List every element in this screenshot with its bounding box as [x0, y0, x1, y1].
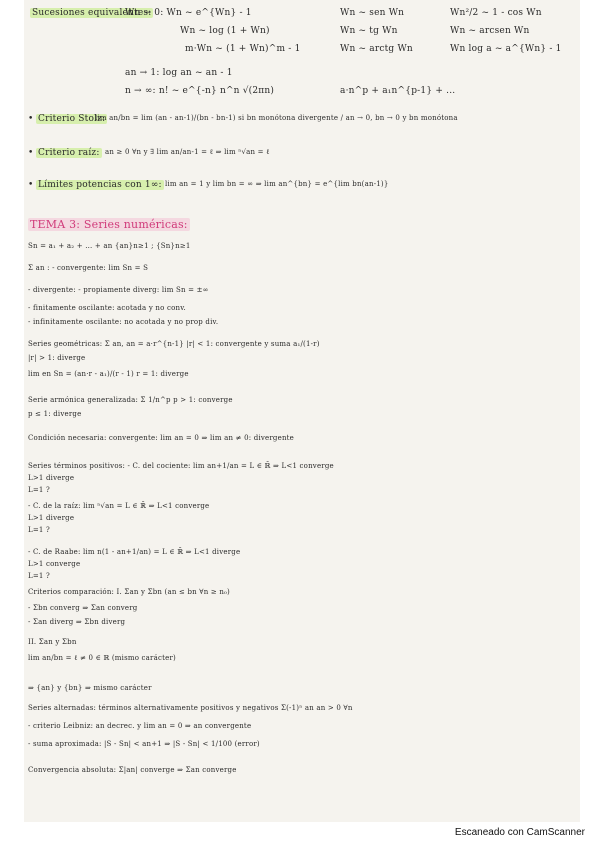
series-line-2: Σ an : - convergente: lim Sn = S: [28, 264, 149, 272]
series-line-18: - C. de Raabe: lim n(1 - an+1/an) = L ∈ ℝ̄ ⇒ L<1 diverge: [28, 548, 241, 556]
equiv-2-left: Wn ~ log (1 + Wn): [180, 26, 270, 36]
equiv-1-left: Wn → 0: Wn ~ e^{Wn} - 1: [125, 8, 252, 18]
series-line-26: ⇒ {an} y {bn} ⇒ mismo carácter: [28, 684, 152, 692]
series-line-30: Convergencia absoluta: Σ|an| converge ⇒ Σan converge: [28, 766, 237, 774]
series-line-29: - suma aproximada: |S - Sn| < an+1 ⇒ |S - Sn| < 1/100 (error): [28, 740, 260, 748]
series-line-25: lim an/bn = ℓ ≠ 0 ∈ ℝ (mismo carácter): [28, 654, 176, 662]
series-line-10: p ≤ 1: diverge: [28, 410, 82, 418]
series-line-19: L>1 converge: [28, 560, 81, 568]
series-line-13: L>1 diverge: [28, 474, 75, 482]
series-line-5: - infinitamente oscilante: no acotada y no prop div.: [28, 318, 219, 326]
criterio-raiz-text: an ≥ 0 ∀n y ∃ lim an/an-1 = ℓ ⇒ lim ⁿ√an = ℓ: [105, 148, 270, 156]
limites-potencias-label: • Límites potencias con 1∞:: [28, 180, 162, 190]
series-line-7: |r| > 1: diverge: [28, 354, 86, 362]
series-line-11: Condición necesaria: convergente: lim an = 0 ⇒ lim an ≠ 0: divergente: [28, 434, 295, 442]
series-line-3: - divergente: - propiamente diverg: lim Sn = ±∞: [28, 286, 209, 294]
equiv-1-mid: Wn ~ sen Wn: [340, 8, 405, 18]
equiv-3-left: m·Wn ~ (1 + Wn)^m - 1: [185, 44, 301, 54]
series-line-6: Series geométricas: Σ an, an = a·r^{n-1} |r| < 1: convergente y suma a₁/(1-r): [28, 340, 320, 348]
equiv-5-mid: a·n^p + a₁n^{p-1} + ...: [340, 86, 456, 96]
series-line-9: Serie armónica generalizada: Σ 1/n^p p > 1: converge: [28, 396, 233, 404]
criterio-raiz-label: • Criterio raíz:: [28, 148, 100, 158]
series-line-28: - criterio Leibniz: an decrec. y lim an = 0 ⇒ an convergente: [28, 722, 252, 730]
series-line-22: - Σbn converg ⇒ Σan converg: [28, 604, 138, 612]
equiv-4-left: an → 1: log an ~ an - 1: [125, 68, 233, 78]
equiv-2-mid: Wn ~ tg Wn: [340, 26, 398, 36]
series-line-4: - finitamente oscilante: acotada y no conv.: [28, 304, 186, 312]
series-line-16: L>1 diverge: [28, 514, 75, 522]
equiv-3-mid: Wn ~ arctg Wn: [340, 44, 413, 54]
equiv-1-right: Wn²/2 ~ 1 - cos Wn: [450, 8, 542, 18]
tema-title: TEMA 3: Series numéricas:: [30, 218, 188, 231]
series-line-20: L=1 ?: [28, 572, 50, 580]
equiv-3-right: Wn log a ~ a^{Wn} - 1: [450, 44, 562, 54]
series-line-27: Series alternadas: términos alternativamente positivos y negativos Σ(-1)ⁿ an an > 0 ∀n: [28, 704, 353, 712]
camscanner-footer: Escaneado con CamScanner: [454, 827, 585, 838]
series-line-24: II. Σan y Σbn: [28, 638, 77, 646]
series-line-14: L=1 ?: [28, 486, 50, 494]
limites-potencias-text: lim an = 1 y lim bn = ∞ ⇒ lim an^{bn} = e^{lim bn(an-1)}: [165, 180, 389, 188]
series-line-21: Criterios comparación: I. Σan y Σbn (an ≤ bn ∀n ≥ n₀): [28, 588, 230, 596]
equiv-5-left: n → ∞: n! ~ e^{-n} n^n √(2πn): [125, 86, 275, 96]
equivalents-label: Sucesiones equivalentes:: [32, 8, 152, 18]
series-line-23: - Σan diverg ⇒ Σbn diverg: [28, 618, 126, 626]
series-line-17: L=1 ?: [28, 526, 50, 534]
series-line-8: lim en Sn = (an·r - a₁)/(r - 1) r = 1: diverge: [28, 370, 189, 378]
criterio-stolz-text: lim an/bn = lim (an - an-1)/(bn - bn-1) si bn monótona divergente / an → 0, bn → 0 y bn monótona: [95, 114, 458, 122]
equiv-2-right: Wn ~ arcsen Wn: [450, 26, 530, 36]
series-line-1: Sn = a₁ + a₂ + ... + an {an}n≥1 ; {Sn}n≥1: [28, 242, 191, 250]
series-line-15: - C. de la raíz: lim ⁿ√an = L ∈ ℝ̄ ⇒ L<1 converge: [28, 502, 210, 510]
criterio-stolz-label: • Criterio Stolz:: [28, 114, 106, 124]
series-line-12: Series términos positivos: - C. del cociente: lim an+1/an = L ∈ ℝ̄ ⇒ L<1 converge: [28, 462, 334, 470]
